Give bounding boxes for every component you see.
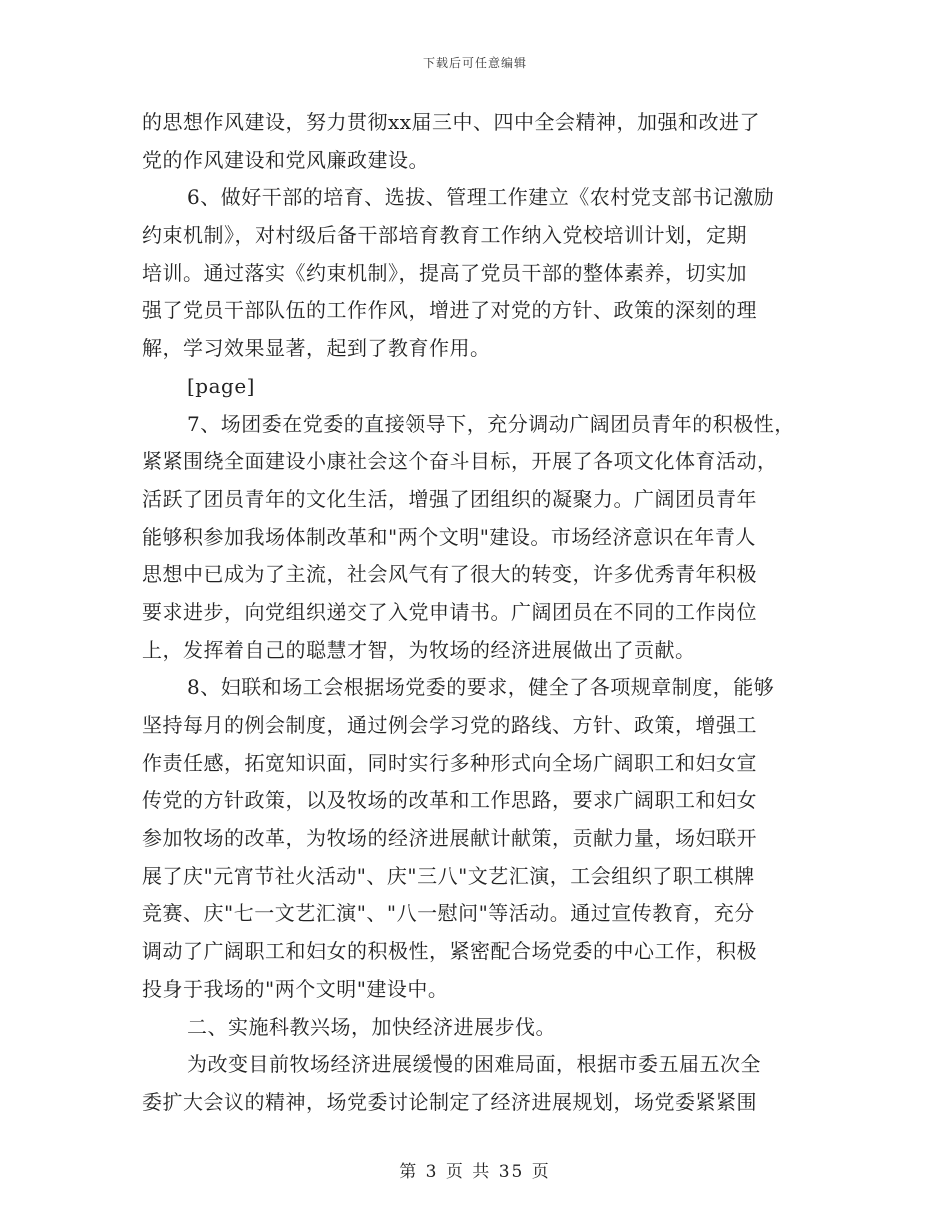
paragraph-start-line: 6、做好干部的培育、选拔、管理工作建立《农村党支部书记激励 [187,185,775,210]
paragraph-start-line: 8、妇联和场工会根据场党委的要求，健全了各项规章制度，能够 [187,675,775,700]
text-line: 委扩大会议的精神，场党委讨论制定了经济进展规划，场党委紧紧围 [142,1089,757,1114]
text-line: 传党的方针政策，以及牧场的改革和工作思路，要求广阔职工和妇女 [142,788,757,813]
text-line: 紧紧围绕全面建设小康社会这个奋斗目标，开展了各项文化体育活动， [142,449,778,474]
text-line: 调动了广阔职工和妇女的积极性，紧密配合场党委的中心工作，积极 [142,939,757,964]
text-line: 党的作风建设和党风廉政建设。 [142,147,429,172]
page-marker: [page] [187,373,255,398]
text-line: 参加牧场的改革，为牧场的经济进展献计献策，贡献力量，场妇联开 [142,826,757,851]
section-heading: 二、实施科教兴场，加快经济进展步伐。 [187,1014,556,1039]
text-line: 竞赛、庆"七一文艺汇演"、"八一慰问"等活动。通过宣传教育，充分 [142,901,755,926]
text-line: 投身于我场的"两个文明"建设中。 [142,976,449,1001]
text-line: 要求进步，向党组织递交了入党申请书。广阔团员在不同的工作岗位 [142,599,757,624]
paragraph-start-line: 为改变目前牧场经济进展缓慢的困难局面，根据市委五届五次全 [187,1052,761,1077]
text-line: 约束机制》，对村级后备干部培育教育工作纳入党校培训计划，定期 [142,223,747,248]
text-line: 展了庆"元宵节社火活动"、庆"三八"文艺汇演，工会组织了职工棋牌 [142,863,755,888]
text-line: 上，发挥着自己的聪慧才智，为牧场的经济进展做出了贡献。 [142,637,696,662]
text-line: 活跃了团员青年的文化生活，增强了团组织的凝聚力。广阔团员青年 [142,486,757,511]
text-line: 解，学习效果显著，起到了教育作用。 [142,336,491,361]
page-number-footer: 第 3 页 共 35 页 [399,1162,551,1182]
text-line: 作责任感，拓宽知识面，同时实行多种形式向全场广阔职工和妇女宣 [142,750,757,775]
text-line: 思想中已成为了主流，社会风气有了很大的转变，许多优秀青年积极 [142,562,757,587]
document-body [142,104,822,1122]
text-line: 的思想作风建设，努力贯彻xx届三中、四中全会精神，加强和改进了 [142,110,761,134]
text-line: 强了党员干部队伍的工作作风，增进了对党的方针、政策的深刻的理 [142,298,757,323]
text-line: 培训。通过落实《约束机制》，提高了党员干部的整体素养，切实加 [142,260,747,285]
text-line: 坚持每月的例会制度，通过例会学习党的路线、方针、政策，增强工 [142,713,757,737]
text-line: 能够积参加我场体制改革和"两个文明"建设。市场经济意识在年青人 [142,524,756,549]
page-header: 下载后可任意编辑 [422,56,527,70]
paragraph-start-line: 7、场团委在党委的直接领导下，充分调动广阔团员青年的积极性， [187,411,795,436]
